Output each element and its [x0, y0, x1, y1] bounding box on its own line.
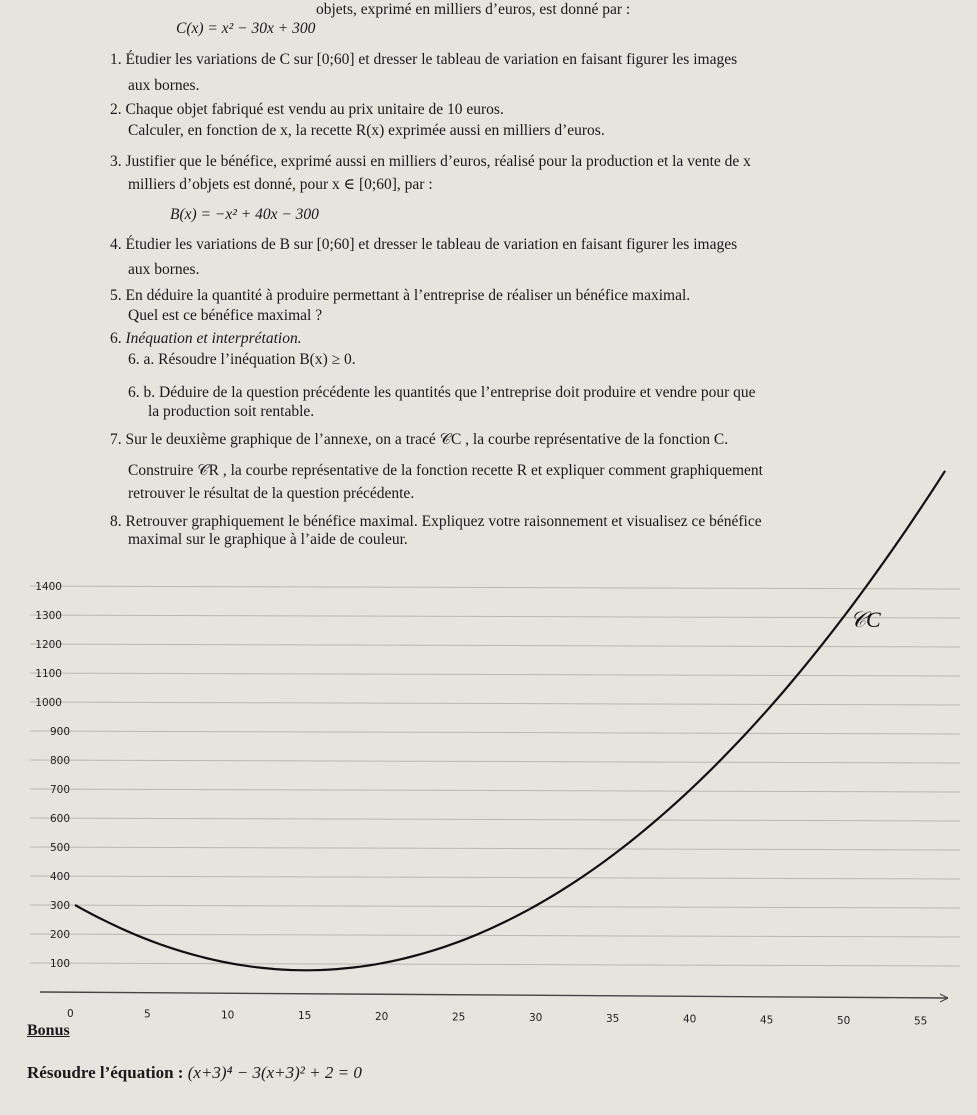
- grid-line: [30, 586, 960, 589]
- grid-line: [30, 731, 960, 734]
- q1-line2: aux bornes.: [128, 77, 200, 94]
- grid-line: [30, 702, 960, 705]
- grid-line: [30, 963, 960, 966]
- grid-line: [30, 934, 960, 937]
- grid-line: [30, 847, 960, 850]
- y-tick-label: 700: [49, 784, 70, 796]
- q6-line1: 6. Inéquation et interprétation.: [110, 330, 302, 347]
- y-tick-label: 1100: [35, 668, 62, 680]
- q2-line1: 2. Chaque objet fabriqué est vendu au prix unitaire de 10 euros.: [110, 101, 504, 118]
- grid-line: [30, 760, 960, 763]
- q5-line2: Quel est ce bénéfice maximal ?: [128, 307, 323, 324]
- x-tick-label: 10: [221, 1009, 235, 1022]
- y-tick-label: 900: [49, 726, 70, 738]
- q8-line1: 8. Retrouver graphiquement le bénéfice maximal. Expliquez votre raisonnement et visualisez ce bénéfice: [110, 513, 762, 530]
- x-tick-label: 30: [529, 1012, 543, 1025]
- q1-line1: 1. Étudier les variations de C sur [0;60] et dresser le tableau de variation en faisant figurer les images: [110, 51, 738, 68]
- q4-line2: aux bornes.: [128, 261, 200, 278]
- chart-grid: [30, 586, 960, 966]
- bonus-line: [27, 1063, 362, 1082]
- x-tick-label: 15: [298, 1010, 312, 1023]
- cost-formula: C(x) = x² − 30x + 300: [176, 20, 316, 37]
- x-tick-label: 40: [683, 1013, 697, 1026]
- y-tick-label: 1200: [35, 639, 62, 651]
- y-tick-label: 100: [49, 958, 70, 970]
- benefit-formula: B(x) = −x² + 40x − 300: [170, 206, 319, 223]
- q3-line1: 3. Justifier que le bénéfice, exprimé aussi en milliers d’euros, réalisé pour la production et la vente de x: [110, 153, 751, 170]
- y-tick-label: 1000: [35, 697, 62, 709]
- curve-label-cc: 𝒞C: [850, 607, 881, 632]
- x-tick-label: 5: [144, 1008, 151, 1021]
- x-tick-label: 55: [914, 1015, 928, 1028]
- grid-line: [30, 818, 960, 821]
- q7-line2: Construire 𝒞R , la courbe représentative de la fonction recette R et expliquer comment graphiquement: [128, 462, 763, 479]
- chart-axes: [40, 992, 948, 1002]
- q2-line2: Calculer, en fonction de x, la recette R(x) exprimée aussi en milliers d’euros.: [128, 122, 605, 139]
- intro-line: objets, exprimé en milliers d’euros, est donné par :: [316, 1, 631, 18]
- y-tick-label: 1400: [35, 581, 62, 593]
- x-tick-label: 50: [837, 1015, 851, 1027]
- y-tick-label: 600: [49, 813, 70, 825]
- x-tick-label: 20: [375, 1010, 389, 1023]
- y-tick-label: 500: [49, 842, 70, 854]
- y-tick-label: 400: [49, 871, 70, 883]
- q7-line1: 7. Sur le deuxième graphique de l’annexe, on a tracé 𝒞C , la courbe représentative de la fonction C.: [110, 431, 729, 448]
- q5-line1: 5. En déduire la quantité à produire permettant à l’entreprise de réaliser un bénéfice maximal.: [110, 287, 691, 304]
- bonus-prompt: Résoudre l’équation :: [27, 1063, 184, 1082]
- grid-line: [30, 789, 960, 792]
- q7-line3: retrouver le résultat de la question précédente.: [128, 485, 415, 502]
- q6b-line2: la production soit rentable.: [148, 403, 315, 420]
- q6a-line1: 6. a. Résoudre l’inéquation B(x) ≥ 0.: [128, 351, 356, 368]
- q3-line2: milliers d’objets est donné, pour x ∈ [0;60], par :: [128, 176, 433, 193]
- grid-line: [30, 876, 960, 879]
- grid-line: [30, 615, 960, 618]
- x-tick-labels: [67, 1008, 927, 1028]
- x-tick-label: 45: [760, 1014, 774, 1027]
- q8-line2: maximal sur le graphique à l’aide de couleur.: [128, 531, 408, 548]
- x-tick-label: 25: [452, 1011, 466, 1024]
- y-tick-label: 200: [49, 929, 70, 941]
- grid-line: [30, 673, 960, 676]
- x-tick-label: 35: [606, 1012, 620, 1025]
- grid-line: [30, 905, 960, 908]
- y-tick-label: 300: [49, 900, 70, 912]
- x-axis: [40, 992, 948, 998]
- cost-chart: [0, 560, 977, 1028]
- bonus-title: Bonus: [27, 1022, 70, 1039]
- bonus-equation: (x+3)⁴ − 3(x+3)² + 2 = 0: [187, 1063, 362, 1082]
- q6b-line1: 6. b. Déduire de la question précédente les quantités que l’entreprise doit produire et vendre pour que: [128, 384, 756, 401]
- x-tick-label: 0: [67, 1008, 74, 1020]
- q4-line1: 4. Étudier les variations de B sur [0;60] et dresser le tableau de variation en faisant figurer les images: [110, 236, 738, 253]
- y-tick-labels: [35, 581, 70, 970]
- y-tick-label: 1300: [35, 610, 62, 622]
- y-tick-label: 800: [49, 755, 70, 767]
